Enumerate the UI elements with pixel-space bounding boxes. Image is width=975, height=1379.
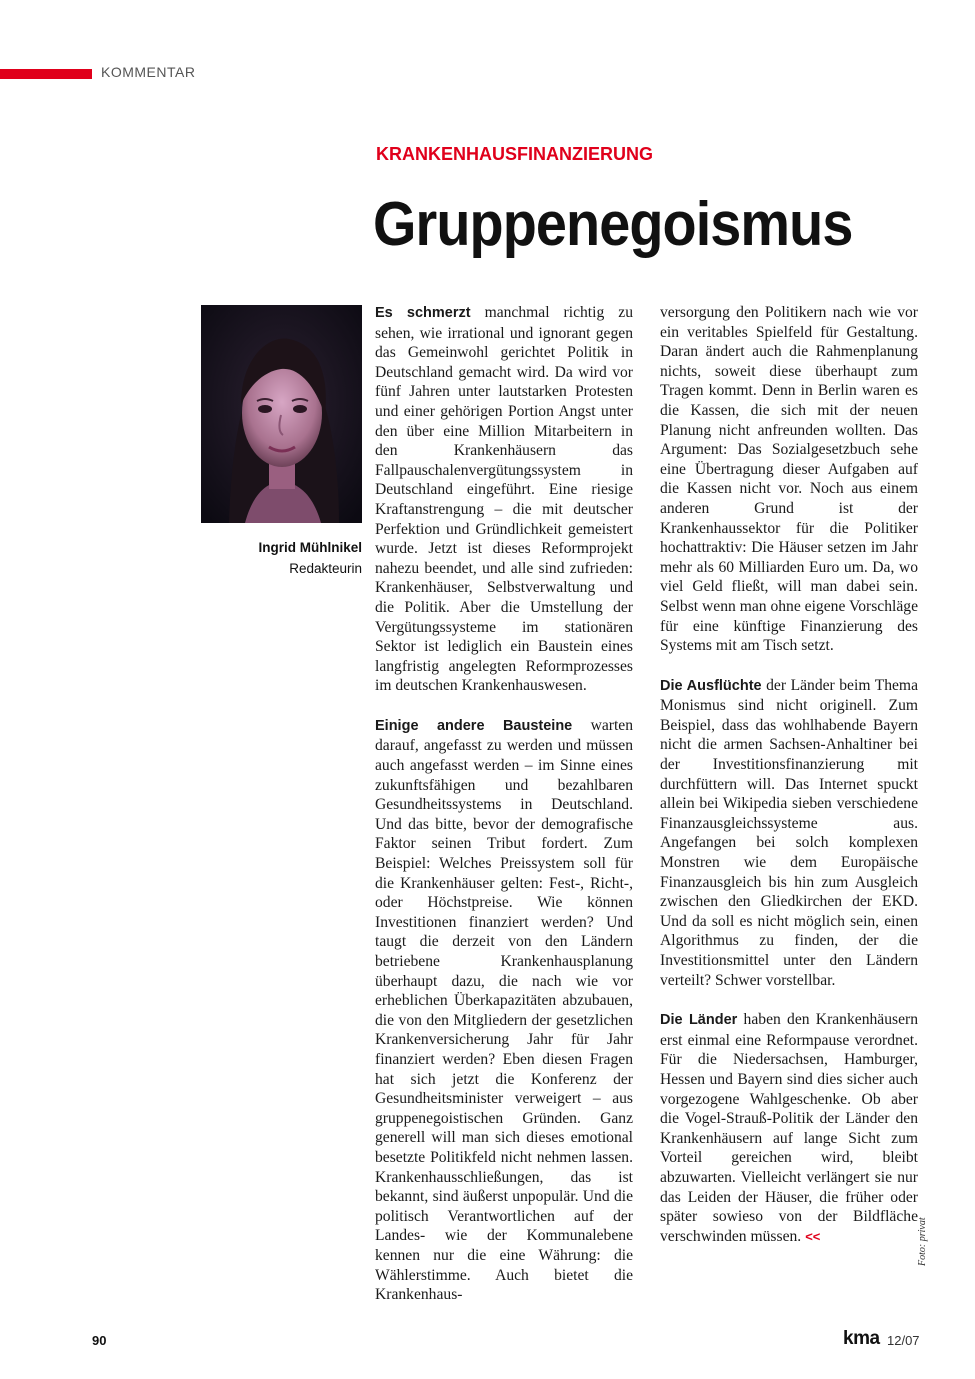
article-headline: Gruppenegoismus [373, 190, 853, 259]
magazine-logo: kma [843, 1328, 880, 1349]
portrait-drawing [201, 305, 362, 523]
paragraph [375, 716, 633, 1305]
paragraph-text: haben den Krankenhäusern erst einmal eine Reformpause verordnet. Für die Niedersachsen, Hamburger, Hessen und Bayern sind dies sicher auch vorgezogene Wahlgeschenke. Ob aber die Vogel-Strauß-Politik der Länder den Krankenhäusern auf lange Sicht zum Vorteil gereichen wird, bleibt abzuwarten. Vielleicht verlängert sie nur das Leiden der Häuser, die früher oder später sowieso von der Bildfläche verschwinden müssen. [660, 1011, 918, 1245]
body-column-2 [660, 303, 918, 1266]
paragraph [375, 303, 633, 696]
paragraph-text: warten darauf, angefasst zu werden und müssen auch angefasst werden – im Sinne eines zukunftsfähigen und bezahlbaren Gesundheitssystems in Deutschland. Und das bitte, bevor der demografische Faktor seinen Tribut fordert. Zum Beispiel: Welches Preissystem soll für die Krankenhäuser gelten: Fest-, Richt-, oder Höchstpreise. Wie können Investitionen finanziert werden? Und taugt die derzeit von den Ländern betriebene Krankenhausplanung überhaupt dazu, die nach wie vor erheblichen Überkapazitäten abzubauen, die von den Mitgliedern der gesetzlichen Krankenversicherung Jahr für Jahr finanziert werden? Eben diesen Fragen hat sich jetzt die Konferenz der Gesundheitsminister verweigert – aus gruppenegoistischen Gründen. Ganz generell will man sich dieses emotional besetzte Politikfeld nicht nehmen lassen. Krankenhausschließungen, das ist bekannt, sind äußerst unpopulär. Und die politisch Verantwortlichen auf der Landes- wie der Kommunalebene kennen nur die eine Währung: die Wählerstimme. Auch bietet die Krankenhaus- [375, 716, 633, 1304]
paragraph-lead: Die Länder [660, 1012, 738, 1029]
body-column-1 [375, 303, 633, 1325]
author-role: Redakteurin [289, 561, 362, 576]
section-label: KOMMENTAR [101, 64, 196, 80]
author-portrait-icon [201, 305, 362, 523]
paragraph [660, 1010, 918, 1246]
paragraph-lead: Einige andere Bausteine [375, 717, 573, 734]
paragraph-text: versorgung den Politikern nach wie vor ein veritables Spielfeld für Gestaltung. Daran ändert auch die Rahmenplanung nichts, soweit diese überhaupt zum Tragen kommt. Denn in Berlin waren es die Kassen, die sich mit der neuen Planung nicht anfreunden wollten. Das Argument: Das Sozialgesetzbuch sehe eine Übertragung dieser Aufgaben auf die Kassen nicht vor. Noch aus einem anderen Grund ist der Krankenhaussektor für die Politiker hochattraktiv: Die Häuser setzen im Jahr mehr als 60 Milliarden Euro um. Da, wo viel Geld fließt, will man dabei sein. Selbst wenn man ohne eigene Vorschläge für eine künftige Finanzierung des Systems mit am Tisch setzt. [660, 304, 918, 655]
photo-credit: Foto: privat [917, 1217, 928, 1266]
issue-number: 12/07 [887, 1333, 920, 1348]
end-mark: << [805, 1228, 821, 1244]
article-kicker: KRANKENHAUSFINANZIERUNG [376, 144, 653, 164]
section-accent-bar [0, 69, 92, 79]
paragraph-text: der Länder beim Thema Monismus sind nicht originell. Zum Beispiel, dass das wohlhabende Bayern nicht die armen Sachsen-Anhaltiner bei der Investitionsfinanzierung mit durchfüttern will. Das Internet spuckt allein bei Wikipedia sieben verschiedene Finanzausgleichssysteme aus. Angefangen bei solch komplexen Monstren wie dem Europäische Finanzausgleich bis hin zum Ausgleich zwischen den Gliedkirchen der EKD. Und da soll es nicht möglich sein, einen Algorithmus zu finden, der die Investitionsmittel unter den Ländern verteilt? Schwer vorstellbar. [660, 676, 918, 989]
paragraph-lead: Die Ausflüchte [660, 677, 762, 694]
paragraph-text: manchmal richtig zu sehen, wie irrational und ignorant gegen das Gemeinwohl gerichtet Politik in Deutschland gemacht wird. Da wird vor fünf Jahren unter lautstarken Protesten und einer gehörigen Portion Angst unter den über eine Million Mitarbeitern in den Krankenhäusern das Fallpauschalenvergütungssystem in Deutschland eingeführt. Eine riesige Kraftanstrengung – die mit deutscher Perfektion und Gründlichkeit gemeistert wurde. Jetzt ist dieses Reformprojekt nahezu beendet, und alle sind zufrieden: Krankenhäuser, Selbstverwaltung und die Politik. Aber die Umstellung der Vergütungssysteme im stationären Sektor ist lediglich ein Baustein eines langfristig angelegten Reformprozesses im deutschen Krankenhauswesen. [375, 304, 633, 695]
page-number: 90 [92, 1333, 107, 1348]
paragraph-lead: Es schmerzt [375, 305, 471, 321]
paragraph [660, 303, 918, 656]
author-name: Ingrid Mühlnikel [258, 540, 362, 555]
paragraph [660, 676, 918, 991]
